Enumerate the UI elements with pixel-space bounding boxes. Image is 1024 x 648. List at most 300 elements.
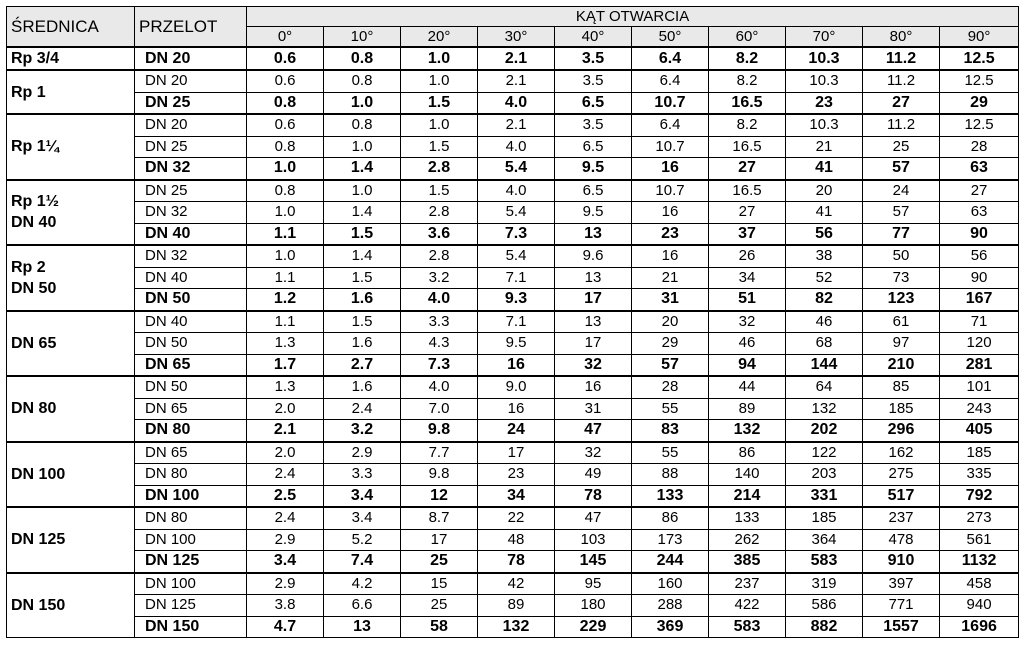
value-cell: 120 — [940, 333, 1019, 355]
value-cell: 41 — [786, 158, 863, 180]
value-cell: 2.9 — [247, 529, 324, 551]
value-cell: 90 — [940, 267, 1019, 289]
value-cell: 1.0 — [401, 70, 478, 92]
passage-cell: DN 80 — [135, 420, 247, 442]
value-cell: 94 — [709, 354, 786, 376]
table-row — [7, 595, 1019, 617]
value-cell: 3.6 — [401, 223, 478, 245]
value-cell: 281 — [940, 354, 1019, 376]
angle-header: 90° — [940, 27, 1019, 48]
value-cell: 561 — [940, 529, 1019, 551]
value-cell: 882 — [786, 616, 863, 638]
value-cell: 2.1 — [478, 70, 555, 92]
table-row — [7, 507, 1019, 529]
value-cell: 5.2 — [324, 529, 401, 551]
value-cell: 2.8 — [401, 202, 478, 224]
value-cell: 3.2 — [324, 420, 401, 442]
table-row — [7, 180, 1019, 202]
value-cell: 5.4 — [478, 158, 555, 180]
diameter-cell — [7, 507, 135, 573]
value-cell: 6.6 — [324, 595, 401, 617]
value-cell: 0.8 — [324, 47, 401, 70]
passage-cell: DN 50 — [135, 376, 247, 398]
value-cell: 11.2 — [863, 47, 940, 70]
diameter-label: DN 50 — [11, 279, 57, 297]
value-cell: 2.8 — [401, 158, 478, 180]
value-cell: 144 — [786, 354, 863, 376]
value-cell: 2.0 — [247, 442, 324, 464]
value-cell: 6.5 — [555, 136, 632, 158]
value-cell: 31 — [555, 398, 632, 420]
value-cell: 16 — [555, 376, 632, 398]
table-header — [7, 7, 1019, 48]
value-cell: 1.5 — [401, 180, 478, 202]
value-cell: 162 — [863, 442, 940, 464]
value-cell: 335 — [940, 464, 1019, 486]
value-cell: 28 — [632, 376, 709, 398]
value-cell: 88 — [632, 464, 709, 486]
value-cell: 229 — [555, 616, 632, 638]
value-cell: 25 — [401, 595, 478, 617]
value-cell: 11.2 — [863, 114, 940, 136]
diameter-label: Rp 3/4 — [11, 50, 60, 67]
value-cell: 1.5 — [324, 223, 401, 245]
value-cell: 16 — [632, 158, 709, 180]
value-cell: 3.3 — [401, 311, 478, 333]
value-cell: 7.1 — [478, 311, 555, 333]
value-cell: 0.8 — [324, 70, 401, 92]
value-cell: 46 — [786, 311, 863, 333]
value-cell: 4.3 — [401, 333, 478, 355]
value-cell: 17 — [555, 289, 632, 311]
value-cell: 132 — [786, 398, 863, 420]
value-cell: 68 — [786, 333, 863, 355]
table-row — [7, 311, 1019, 333]
value-cell: 1.6 — [324, 376, 401, 398]
diameter-header: ŚREDNICA — [7, 7, 135, 48]
value-cell: 34 — [478, 485, 555, 507]
diameter-cell — [7, 114, 135, 180]
value-cell: 16.5 — [709, 180, 786, 202]
value-cell: 12 — [401, 485, 478, 507]
value-cell: 1.4 — [324, 158, 401, 180]
value-cell: 1.3 — [247, 376, 324, 398]
diameter-label: DN 150 — [11, 596, 66, 614]
diameter-cell — [7, 47, 135, 70]
value-cell: 133 — [709, 507, 786, 529]
value-cell: 103 — [555, 529, 632, 551]
table-row — [7, 158, 1019, 180]
value-cell: 16 — [478, 398, 555, 420]
value-cell: 1.1 — [247, 267, 324, 289]
value-cell: 0.8 — [324, 114, 401, 136]
value-cell: 210 — [863, 354, 940, 376]
value-cell: 42 — [478, 573, 555, 595]
value-cell: 203 — [786, 464, 863, 486]
value-cell: 1.0 — [401, 114, 478, 136]
value-cell: 9.6 — [555, 245, 632, 267]
value-cell: 82 — [786, 289, 863, 311]
value-cell: 27 — [709, 158, 786, 180]
diameter-label: DN 100 — [11, 465, 66, 483]
value-cell: 0.8 — [247, 92, 324, 114]
value-cell: 331 — [786, 485, 863, 507]
value-cell: 47 — [555, 420, 632, 442]
passage-cell: DN 125 — [135, 595, 247, 617]
value-cell: 1.3 — [247, 333, 324, 355]
value-cell: 41 — [786, 202, 863, 224]
table-row — [7, 442, 1019, 464]
value-cell: 23 — [786, 92, 863, 114]
table-row — [7, 529, 1019, 551]
value-cell: 3.4 — [324, 485, 401, 507]
passage-cell: DN 100 — [135, 529, 247, 551]
value-cell: 31 — [632, 289, 709, 311]
value-cell: 1.2 — [247, 289, 324, 311]
value-cell: 77 — [863, 223, 940, 245]
value-cell: 2.8 — [401, 245, 478, 267]
value-cell: 792 — [940, 485, 1019, 507]
value-cell: 1.5 — [401, 136, 478, 158]
diameter-cell — [7, 376, 135, 442]
value-cell: 78 — [478, 551, 555, 573]
value-cell: 1.4 — [324, 245, 401, 267]
value-cell: 3.4 — [247, 551, 324, 573]
passage-cell: DN 40 — [135, 267, 247, 289]
value-cell: 132 — [709, 420, 786, 442]
angle-title-header: KĄT OTWARCIA — [247, 7, 1019, 27]
value-cell: 244 — [632, 551, 709, 573]
table-row — [7, 245, 1019, 267]
value-cell: 1.0 — [324, 180, 401, 202]
value-cell: 12.5 — [940, 114, 1019, 136]
angle-header: 60° — [709, 27, 786, 48]
value-cell: 1.5 — [401, 92, 478, 114]
value-cell: 0.6 — [247, 114, 324, 136]
passage-cell: DN 20 — [135, 47, 247, 70]
value-cell: 4.0 — [401, 289, 478, 311]
value-cell: 586 — [786, 595, 863, 617]
value-cell: 50 — [863, 245, 940, 267]
value-cell: 160 — [632, 573, 709, 595]
value-cell: 24 — [863, 180, 940, 202]
passage-cell: DN 150 — [135, 616, 247, 638]
value-cell: 32 — [555, 442, 632, 464]
angle-header: 20° — [401, 27, 478, 48]
passage-cell: DN 100 — [135, 573, 247, 595]
passage-header: PRZELOT — [135, 7, 247, 48]
angle-header: 0° — [247, 27, 324, 48]
value-cell: 25 — [401, 551, 478, 573]
value-cell: 15 — [401, 573, 478, 595]
value-cell: 57 — [863, 202, 940, 224]
value-cell: 17 — [478, 442, 555, 464]
value-cell: 13 — [555, 223, 632, 245]
diameter-cell — [7, 70, 135, 114]
diameter-cell — [7, 311, 135, 377]
table-row — [7, 398, 1019, 420]
value-cell: 7.3 — [401, 354, 478, 376]
value-cell: 1.4 — [324, 202, 401, 224]
value-cell: 63 — [940, 202, 1019, 224]
table-row — [7, 202, 1019, 224]
table-row — [7, 70, 1019, 92]
value-cell: 6.5 — [555, 92, 632, 114]
value-cell: 10.3 — [786, 114, 863, 136]
value-cell: 2.4 — [247, 464, 324, 486]
value-cell: 25 — [863, 136, 940, 158]
value-cell: 55 — [632, 442, 709, 464]
value-cell: 1.0 — [247, 245, 324, 267]
value-cell: 7.1 — [478, 267, 555, 289]
value-cell: 9.5 — [555, 158, 632, 180]
value-cell: 29 — [632, 333, 709, 355]
angle-header: 50° — [632, 27, 709, 48]
table-row — [7, 420, 1019, 442]
diameter-label: DN 80 — [11, 400, 57, 418]
value-cell: 0.8 — [247, 136, 324, 158]
value-cell: 1.5 — [324, 267, 401, 289]
table-row — [7, 92, 1019, 114]
value-cell: 20 — [632, 311, 709, 333]
value-cell: 52 — [786, 267, 863, 289]
value-cell: 9.5 — [555, 202, 632, 224]
passage-cell: DN 80 — [135, 507, 247, 529]
value-cell: 2.1 — [478, 114, 555, 136]
value-cell: 8.7 — [401, 507, 478, 529]
table-row — [7, 114, 1019, 136]
value-cell: 262 — [709, 529, 786, 551]
table-row — [7, 354, 1019, 376]
value-cell: 369 — [632, 616, 709, 638]
value-cell: 185 — [863, 398, 940, 420]
flow-table — [6, 6, 1019, 638]
passage-cell: DN 125 — [135, 551, 247, 573]
passage-cell: DN 25 — [135, 92, 247, 114]
passage-cell: DN 50 — [135, 289, 247, 311]
value-cell: 3.4 — [324, 507, 401, 529]
value-cell: 132 — [478, 616, 555, 638]
value-cell: 16 — [632, 202, 709, 224]
value-cell: 23 — [632, 223, 709, 245]
value-cell: 8.2 — [709, 47, 786, 70]
table-row — [7, 573, 1019, 595]
value-cell: 95 — [555, 573, 632, 595]
value-cell: 319 — [786, 573, 863, 595]
value-cell: 7.4 — [324, 551, 401, 573]
value-cell: 4.2 — [324, 573, 401, 595]
value-cell: 180 — [555, 595, 632, 617]
diameter-label: DN 125 — [11, 531, 66, 549]
value-cell: 10.7 — [632, 136, 709, 158]
value-cell: 56 — [786, 223, 863, 245]
value-cell: 173 — [632, 529, 709, 551]
value-cell: 288 — [632, 595, 709, 617]
value-cell: 7.0 — [401, 398, 478, 420]
value-cell: 237 — [863, 507, 940, 529]
value-cell: 78 — [555, 485, 632, 507]
diameter-label: Rp 2 — [11, 258, 46, 276]
angle-header: 80° — [863, 27, 940, 48]
value-cell: 237 — [709, 573, 786, 595]
value-cell: 21 — [632, 267, 709, 289]
value-cell: 11.2 — [863, 70, 940, 92]
value-cell: 123 — [863, 289, 940, 311]
value-cell: 57 — [863, 158, 940, 180]
value-cell: 2.1 — [247, 420, 324, 442]
value-cell: 13 — [555, 267, 632, 289]
value-cell: 940 — [940, 595, 1019, 617]
diameter-cell — [7, 573, 135, 638]
value-cell: 27 — [709, 202, 786, 224]
value-cell: 1132 — [940, 551, 1019, 573]
value-cell: 27 — [863, 92, 940, 114]
value-cell: 478 — [863, 529, 940, 551]
table-row — [7, 616, 1019, 638]
value-cell: 9.3 — [478, 289, 555, 311]
diameter-label: Rp 1¼ — [11, 138, 60, 156]
value-cell: 583 — [786, 551, 863, 573]
passage-cell: DN 32 — [135, 158, 247, 180]
value-cell: 73 — [863, 267, 940, 289]
value-cell: 57 — [632, 354, 709, 376]
value-cell: 38 — [786, 245, 863, 267]
value-cell: 97 — [863, 333, 940, 355]
value-cell: 1.7 — [247, 354, 324, 376]
value-cell: 185 — [786, 507, 863, 529]
passage-cell: DN 40 — [135, 311, 247, 333]
value-cell: 1.0 — [401, 47, 478, 70]
value-cell: 4.0 — [401, 376, 478, 398]
value-cell: 214 — [709, 485, 786, 507]
diameter-label: DN 40 — [11, 214, 57, 232]
value-cell: 22 — [478, 507, 555, 529]
value-cell: 185 — [940, 442, 1019, 464]
value-cell: 458 — [940, 573, 1019, 595]
value-cell: 16.5 — [709, 92, 786, 114]
value-cell: 385 — [709, 551, 786, 573]
value-cell: 4.0 — [478, 92, 555, 114]
value-cell: 9.5 — [478, 333, 555, 355]
value-cell: 83 — [632, 420, 709, 442]
passage-cell: DN 65 — [135, 354, 247, 376]
value-cell: 17 — [555, 333, 632, 355]
diameter-label: Rp 1 — [11, 83, 46, 101]
value-cell: 1.0 — [324, 92, 401, 114]
value-cell: 71 — [940, 311, 1019, 333]
value-cell: 2.7 — [324, 354, 401, 376]
passage-cell: DN 20 — [135, 114, 247, 136]
value-cell: 1.5 — [324, 311, 401, 333]
value-cell: 202 — [786, 420, 863, 442]
diameter-cell — [7, 442, 135, 508]
value-cell: 49 — [555, 464, 632, 486]
value-cell: 275 — [863, 464, 940, 486]
value-cell: 1.1 — [247, 223, 324, 245]
value-cell: 2.4 — [247, 507, 324, 529]
value-cell: 145 — [555, 551, 632, 573]
value-cell: 64 — [786, 376, 863, 398]
table-row — [7, 47, 1019, 70]
value-cell: 23 — [478, 464, 555, 486]
value-cell: 0.6 — [247, 70, 324, 92]
table-body — [7, 47, 1019, 638]
value-cell: 32 — [555, 354, 632, 376]
value-cell: 9.8 — [401, 420, 478, 442]
table-row — [7, 267, 1019, 289]
value-cell: 3.8 — [247, 595, 324, 617]
table-row — [7, 485, 1019, 507]
value-cell: 89 — [478, 595, 555, 617]
value-cell: 6.4 — [632, 114, 709, 136]
value-cell: 44 — [709, 376, 786, 398]
value-cell: 4.7 — [247, 616, 324, 638]
value-cell: 86 — [632, 507, 709, 529]
value-cell: 1.6 — [324, 333, 401, 355]
value-cell: 1.0 — [324, 136, 401, 158]
value-cell: 4.0 — [478, 180, 555, 202]
passage-cell: DN 25 — [135, 180, 247, 202]
value-cell: 771 — [863, 595, 940, 617]
value-cell: 1.6 — [324, 289, 401, 311]
value-cell: 1.1 — [247, 311, 324, 333]
diameter-cell — [7, 245, 135, 311]
value-cell: 1.0 — [247, 202, 324, 224]
value-cell: 29 — [940, 92, 1019, 114]
value-cell: 101 — [940, 376, 1019, 398]
value-cell: 583 — [709, 616, 786, 638]
value-cell: 296 — [863, 420, 940, 442]
value-cell: 6.5 — [555, 180, 632, 202]
value-cell: 63 — [940, 158, 1019, 180]
diameter-cell — [7, 180, 135, 246]
value-cell: 16 — [478, 354, 555, 376]
value-cell: 140 — [709, 464, 786, 486]
value-cell: 8.2 — [709, 70, 786, 92]
value-cell: 10.7 — [632, 180, 709, 202]
value-cell: 3.2 — [401, 267, 478, 289]
value-cell: 364 — [786, 529, 863, 551]
value-cell: 3.5 — [555, 114, 632, 136]
value-cell: 89 — [709, 398, 786, 420]
value-cell: 422 — [709, 595, 786, 617]
value-cell: 1557 — [863, 616, 940, 638]
value-cell: 910 — [863, 551, 940, 573]
value-cell: 2.4 — [324, 398, 401, 420]
value-cell: 5.4 — [478, 202, 555, 224]
angle-header: 40° — [555, 27, 632, 48]
value-cell: 2.9 — [324, 442, 401, 464]
value-cell: 13 — [324, 616, 401, 638]
value-cell: 28 — [940, 136, 1019, 158]
value-cell: 8.2 — [709, 114, 786, 136]
value-cell: 5.4 — [478, 245, 555, 267]
value-cell: 2.1 — [478, 47, 555, 70]
value-cell: 17 — [401, 529, 478, 551]
value-cell: 16 — [632, 245, 709, 267]
value-cell: 48 — [478, 529, 555, 551]
value-cell: 21 — [786, 136, 863, 158]
value-cell: 10.3 — [786, 47, 863, 70]
value-cell: 517 — [863, 485, 940, 507]
value-cell: 56 — [940, 245, 1019, 267]
passage-cell: DN 40 — [135, 223, 247, 245]
table-row — [7, 464, 1019, 486]
value-cell: 3.5 — [555, 47, 632, 70]
table-row — [7, 376, 1019, 398]
value-cell: 0.8 — [247, 180, 324, 202]
value-cell: 397 — [863, 573, 940, 595]
